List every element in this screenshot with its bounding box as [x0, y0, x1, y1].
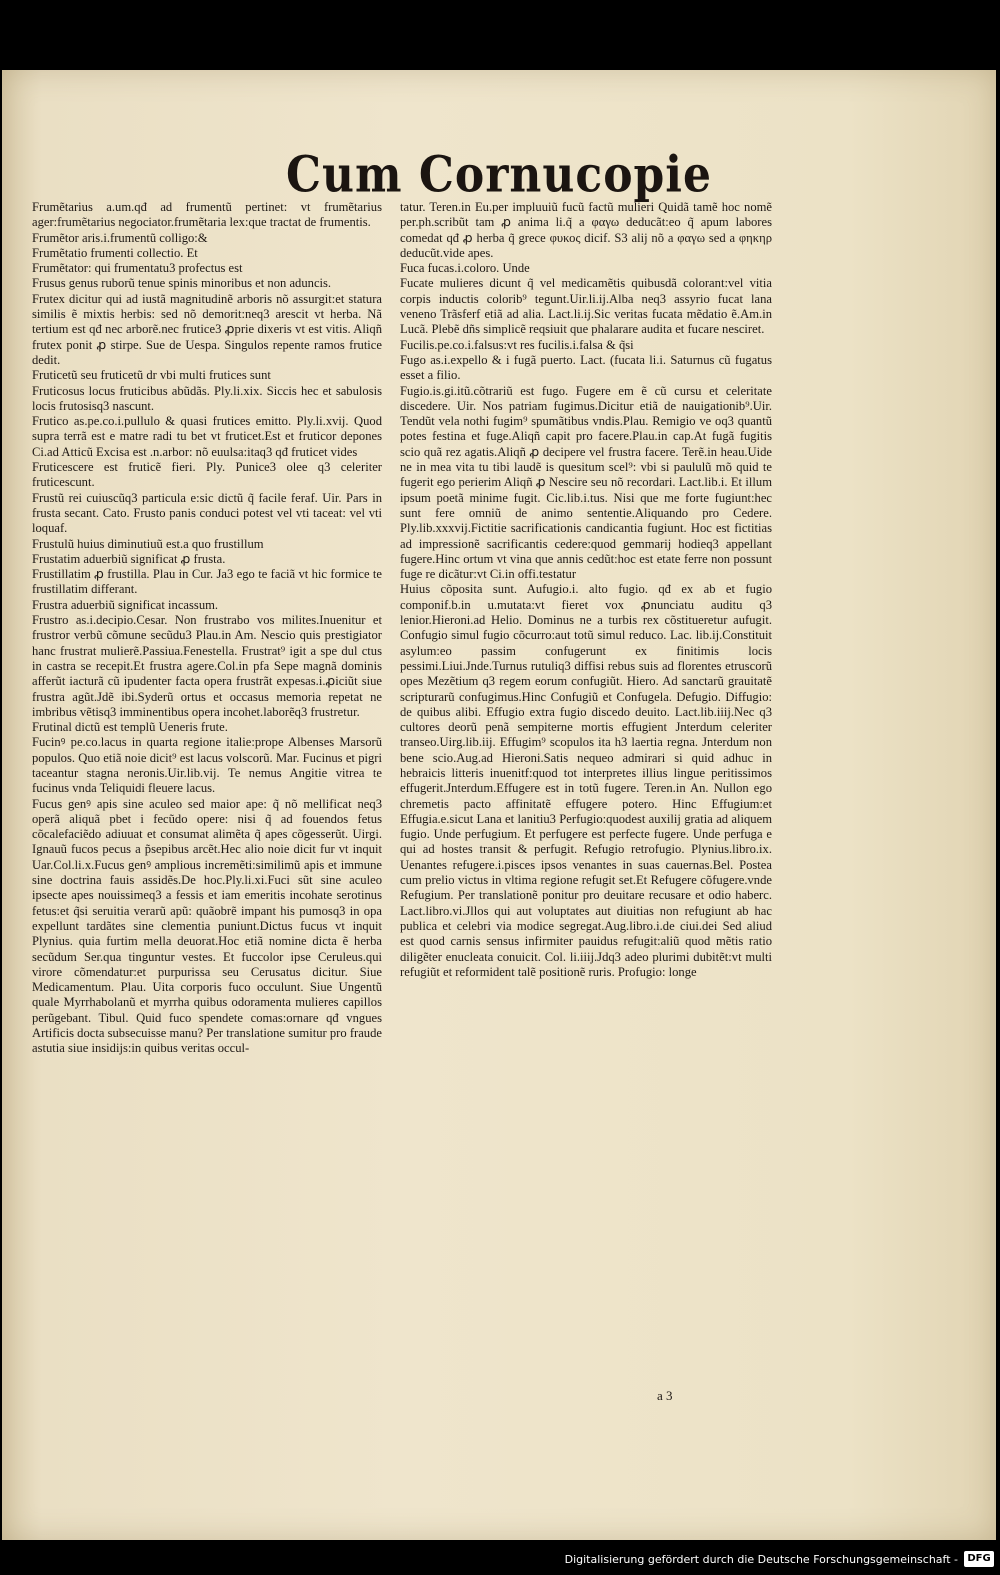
entry-paragraph: Fugo as.i.expello & i fugã puerto. Lact. (fucata li.i. Saturnus cũ fugatus esset a filio.	[400, 352, 772, 383]
entry-paragraph: Frutex dicitur qui ad iustã magnitudinẽ arboris nõ assurgit:et statura similis ẽ mixtis herbis: sed nõ demorit:neq3 arescit vt herba. Nã tertium est qđ nec arborẽ.nec frutice3 ꝓprie dixeris vt est vitis. Aliqñ frutex ponit ꝓ stirpe. Sue de Uespa. Singulos repente ramos frutice dedit.	[32, 291, 382, 367]
entry-paragraph: Frusus genus ruborũ tenue spinis minoribus et non aduncis.	[32, 276, 332, 291]
funding-credit: Digitalisierung gefördert durch die Deutsche Forschungsgemeinschaft -	[564, 1553, 958, 1566]
entry-paragraph: Fugio.is.gi.itũ.cõtrariũ est fugo. Fugere em ẽ cũ cursu et celeritate discedere. Uir. Nos patriam fugimus.Dicitur etiã de nauigationib⁹.Uir. Tendũt vela nothi fugim⁹ spumãtibus vndis.Plau. Remigio ve oq3 quantũ potes festina et fuge.Aliqñ capit pro facere.Plau.in cap.At fugã fugitis scio quã rez agatis.Aliqñ ꝓ decipere vel frustra facere. Terẽ.in heau.Uide ne in mea vita tu tibi laudẽ is quesitum scel⁹: vbi si paululũ mõ quid te fugerit ego perierim Aliqñ ꝓ Nescire seu nõ recordari. Lact.lib.i. Et illum ipsum poetã minime fugit. Cic.lib.i.tus. Nisi que me forte fugiunt:hec sunt fere omniũ de animo sententie.Aliquando pro Cedere. Ply.lib.xxxvij.Fictitie sacrificationis candicantia fugiunt. Hoc est fictitias ad impressionẽ sacrificantis cedere:quod gemmarij hodieq3 appellant fugere.Hinc ortum vt vina que annis cedũt:hoc est etate ferre non possunt fuge re dicãtur:vt Ci.in offi.testatur	[400, 383, 772, 582]
entry-paragraph: Fucilis.pe.co.i.falsus:vt res fucilis.i.falsa & q̃si	[400, 337, 634, 352]
book-page	[2, 70, 996, 1540]
entry-paragraph: Frutico as.pe.co.i.pullulo & quasi frutices emitto. Ply.li.xvij. Quod supra terrã est e matre radi tu bet vt fruticet.Est et fruticor depones Ci.ad Atticũ Excisa est .n.arbor: nõ euulsa:itaq3 qđ fruticet vides	[32, 414, 382, 459]
entry-paragraph: Frutinal dictũ est templũ Ueneris frute.	[32, 720, 228, 735]
entry-paragraph: Fucinꝰ pe.co.lacus in quarta regione italie:prope Albenses Marsorũ populos. Quo etiã noie dicit⁹ est lacus volscorũ. Mar. Fucinus et pigri taceantur stagna neronis.Uir.lib.vij. Te nemus Angitie vitrea te fucinus vnda Teliquidi fleuere lacus.	[32, 735, 382, 796]
entry-paragraph: Frumẽtor aris.i.frumentũ colligo:&	[32, 230, 208, 245]
entry-paragraph: Frustro as.i.decipio.Cesar. Non frustrabo vos milites.Inuenitur et frustror verbũ cõmune secũdu3 Plau.in Am. Nescio quis prestigiator hanc frustrat mulierẽ.Passiua.Fenestella. Frustrat⁹ igit a spe dul ctus in castra se recepit.Et frustra agere.Col.in pfa Sepe magnã dominis afferũt iacturã cũ ipudenter facta opera frustrãt expesas.i.ꝓiciũt siue frustra agũt.Jdẽ ibi.Syderũ ortus et occasus memoria repetat ne imbribus vẽtisq3 imminentibus opera incohet.laborẽq3 frustretur.	[32, 613, 382, 719]
running-head: Cum Cornucopie	[285, 146, 713, 205]
entry-paragraph: Frumẽtator: qui frumentatu3 profectus est	[32, 261, 243, 276]
entry-paragraph: Fucate mulieres dicunt q̃ vel medicamẽtis quibusdã colorant:vel vitia corpis inductis colorib⁹ tegunt.Uir.li.ij.Alba neq3 assyrio fucat lana veneno Trãsferf etiã ad alia. Lact.li.ij.Sic veritas fucata mẽdatio ẽ.Am.in Lucã. Plebẽ dñs simplicẽ reqsiuit que phalarare audita et fucare nesciret.	[400, 276, 772, 337]
entry-paragraph: Fuca fucas.i.coloro. Unde	[400, 261, 530, 276]
entry-paragraph: Huius cõposita sunt. Aufugio.i. alto fugio. qđ ex ab et fugio componif.b.in u.mutata:vt fieret vox ꝓnunciatu auditu q3 lenior.Hieroni.ad Helio. Dominus ne a turbis rex cõstitueretur aufugit. Confugio simul fugio cõcurro:aut totũ simul reduco. Lac. lib.ij.Constituit asylum:eo passim confugerunt ex finitimis locis pessimi.Liui.Jnde.Turnus rutuliq3 diffisi rebus suis ad florentes etruscorũ opes Mezẽtium q3 regem eorum confugiũt. Hiero. Ad sanctarũ grauitatẽ scripturarũ confugimus.Hinc Confugiũ et Confugela. Defugio. Diffugio: de quibus alibi. Effugio extra fugio discedo deuito. Lact.lib.iiij.Nec q3 cultores deorũ penã sempiterne mortis effugient Jnterdum celeriter transeo.Uirg.lib.iij. Effugim⁹ scopulos ita h3 laertia regna. Jnterdum non bene scio.Aug.ad Hieroni.Satis nequeo admirari si quid adhuc in hebraicis litteris inuenitf:quod tot interpretes illius lingue peritissimos effugerit.Jnterdum.Effugere est in totũ fugere. Teren.in An. Nullon ego chremetis pacto affinitatẽ effugere potero. Hinc Effugium:et Effugia.e.sicut Lana et lanitiu3 Perfugio:quodest auxilij gratia ad aliquem fugio. Unde perfugium. Et perfugere est perfecte fugere. Unde perfuga e qui ad hostes transit & perfugit. Refugio retrofugio. Plynius.libro.ix. Uenantes refugere.i.pisces ipsos venantes in suas cauernas.Bel. Postea cum prelio victus in vltima regione refugit set.Et Refugere cõfugere.vnde Refugium. Per translationẽ ponitur pro deuitare recusare et odio haberc. Lact.libro.vi.Jllos qui aut voluptates aut diuitias non refugiunt ab hac publica et celebri via modice segregat.Aug.libro.i.de ciui.dei Sed aliud est quod carnis sensus infirmiter pauidus refugit:aliũ quod mẽtis ratio diligẽter enucleata conuicit. Col. li.iiij.Jdq3 adeo plurimi dubitẽt:vt multi refugiũt et reformident talẽ positionẽ ruris. Profugio: longe	[400, 582, 772, 979]
signature-mark: a 3	[657, 1388, 673, 1403]
entry-paragraph: Fruticosus locus fruticibus abũdãs. Ply.li.xix. Siccis hec et sabulosis locis frutosisq3 nascunt.	[32, 383, 382, 413]
footer-bar	[0, 1544, 1000, 1575]
right-column	[400, 200, 772, 980]
entry-paragraph: Frustatim aduerbiũ significat ꝓ frusta.	[32, 551, 226, 566]
entry-paragraph: Frustra aduerbiũ significat incassum.	[32, 597, 219, 612]
entry-paragraph: Fruticetũ seu fruticetũ dr vbi multi frutices sunt	[32, 368, 271, 383]
entry-paragraph: tatur. Teren.in Eu.per impluuiũ fucũ factũ mulieri Quidã tamẽ hoc nomẽ per.ph.scribũt tam ꝓ anima li.q̃ a φαγω deducãt:eo q̃ apum labores comedat qđ ꝓ herba q̃ grece φυκος dicif. S3 alij nõ a φαγω sed a φηκηρ deducũt.vide apes.	[400, 200, 772, 260]
entry-paragraph: Frumẽtarius a.um.qđ ad frumentũ pertinet: vt frumẽtarius ager:frumẽtarius negociator.frumẽtaria lex:que tractat de frumentis.	[32, 200, 382, 230]
entry-paragraph: Frumẽtatio frumenti collectio. Et	[32, 245, 198, 260]
entry-paragraph: Frustillatim ꝓ frustilla. Plau in Cur. Ja3 ego te faciã vt hic formice te frustillatim differant.	[32, 567, 382, 597]
left-column	[32, 200, 382, 1057]
entry-paragraph: Fruticescere est fruticẽ fieri. Ply. Punice3 olee q3 celeriter fruticescunt.	[32, 460, 382, 490]
entry-paragraph: Fucus genꝰ apis sine aculeo sed maior ape: q̃ nõ mellificat neq3 operã aliquã pbet i fecũdo opere: nisi q̃ ad fouendos fetus cõcalefaciẽdo adiuuat et consumat alimẽta q̃ apes cõgesserũt. Uirgi. Ignauũ fucos pecus a p̃sepibus arcẽt.Hec alio noie dicit fur vt inquit Uar.Col.li.x.Fucus genꝰ amplious incremẽti:similimũ apis et immune sine doctrina fauis assidẽs.De hoc.Ply.li.xi.Fuci sũt sine aculeo ipsecte apes nouissimeq3 a fessis et iam emeritis incohate serotinus fetus:et q̃si seruitia verarũ apũ: quãobrẽ impant his pumosq3 in opa expellunt tardãtes sine clementia puniunt.Dictus fucus vt inquit Plynius. quia furtim mella deuorat.Hoc etiã nomine dicta ẽ herba secũdum Ser.qua tinguntur vestes. Et fuccolor ipse Ceruleus.qui virore cõmendatur:et purpurissa seu Cerusatus dicitur. Siue Medicamentum. Plau. Uita corporis fuco occulunt. Siue Ungentũ quale Myrrhabolanũ et myrrha quibus odoramenta mulieres capillos perũgebant. Tibul. Quid fuco spendete comas:ornare qđ vngues Artificis docta subsecuisse manu? Per translatione sumitur pro fraude astutia siue insidijs:in quibus veritas occul-	[32, 796, 382, 1056]
entry-paragraph: Frustulũ huius diminutiuũ est.a quo frustillum	[32, 536, 264, 551]
entry-paragraph: Frustũ rei cuiuscũq3 particula e:sic dictũ q̃ facile feraf. Uir. Pars in frusta secant. Cato. Frusto panis conduci potest vel vti taceat: vel vti loquaf.	[32, 490, 382, 536]
dfg-logo-icon: DFG	[964, 1551, 994, 1567]
